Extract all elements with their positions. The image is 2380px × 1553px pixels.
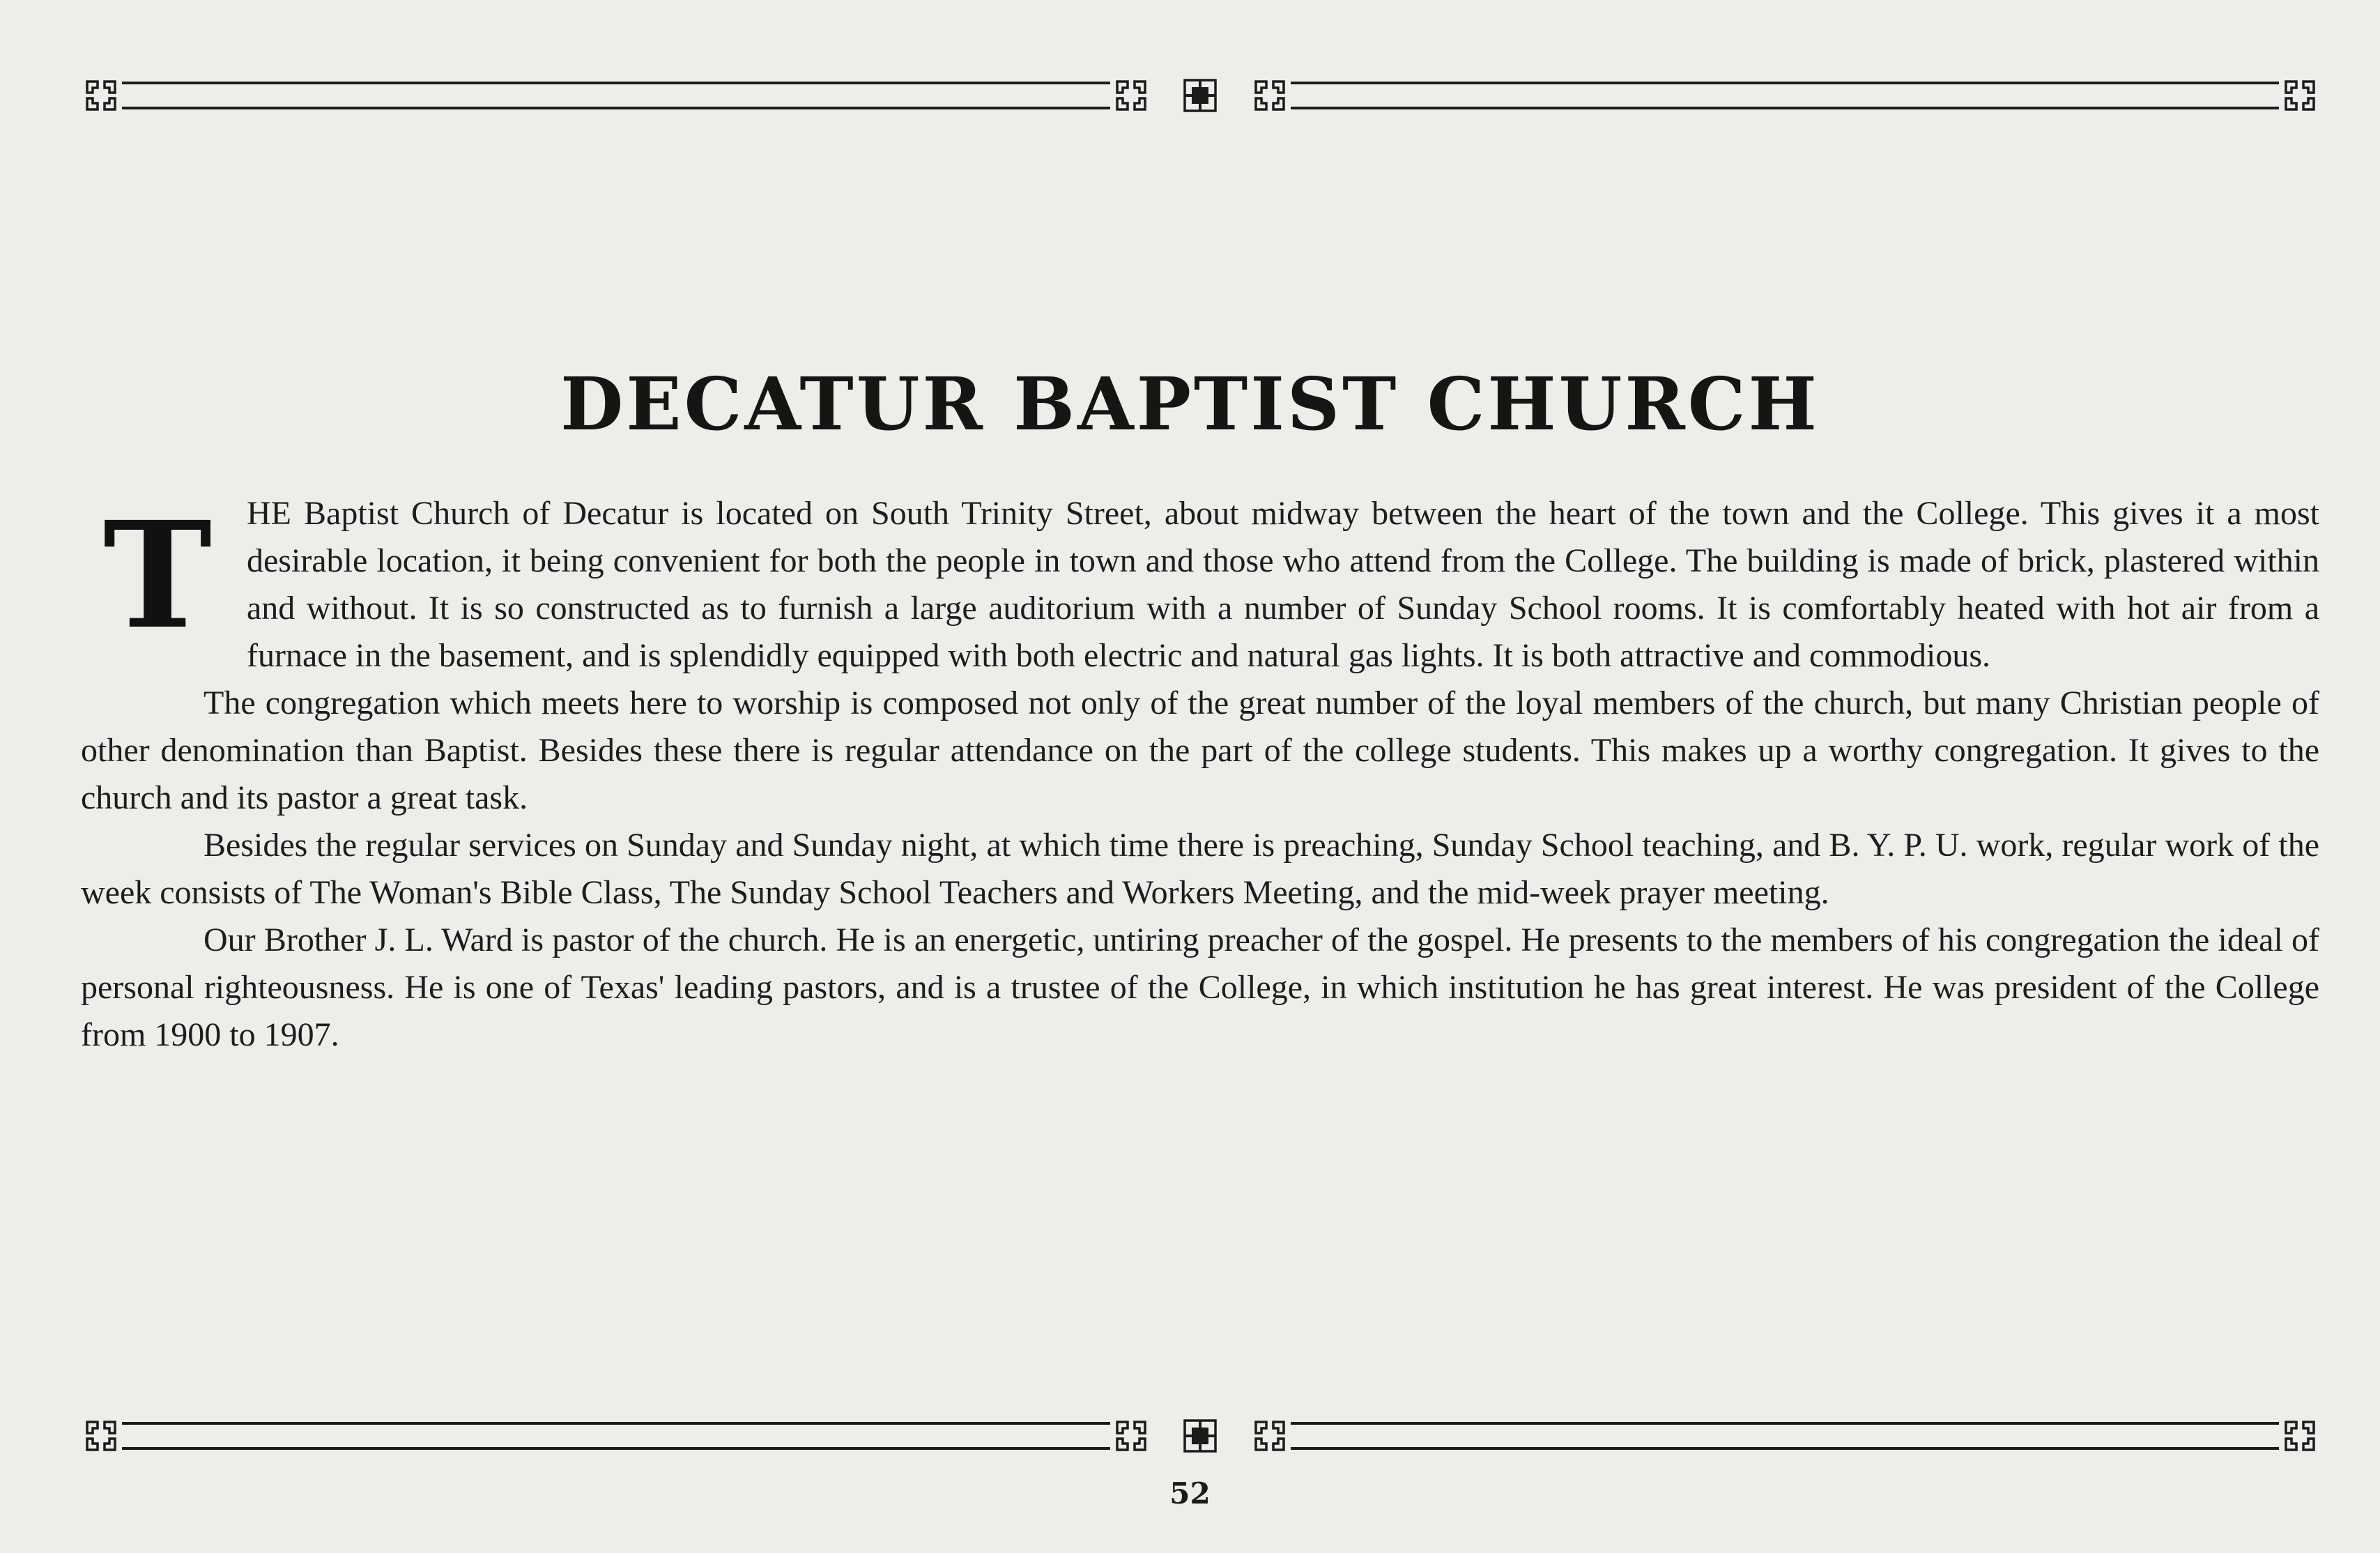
bottom-ornamental-border xyxy=(80,1415,2321,1457)
fret-knot-icon xyxy=(2286,1422,2314,1450)
fret-knot-icon xyxy=(2286,82,2314,109)
fret-knot-icon xyxy=(1117,1422,1145,1450)
article-body xyxy=(81,490,2319,1059)
page-number: 52 xyxy=(1169,1476,1211,1510)
paragraph-1-text: HE Baptist Church of Decatur is located on South Trinity Street, about midway between the heart of the town and the College. This gives it a most desirable location, it being convenient for both the people in town and those who attend from the College. The building is made of brick, plastered within and without. It is so constructed as to furnish a large auditorium with a number of Sunday School rooms. It is comfortably heated with hot air from a furnace in the basement, and is splendidly equipped with both electric and natural gas lights. It is both attractive and commodious. xyxy=(247,495,2319,674)
drop-cap xyxy=(81,489,234,661)
drop-cap-letter: T xyxy=(102,489,213,661)
paragraph-1 xyxy=(81,490,2319,680)
top-ornamental-border xyxy=(80,75,2321,116)
fret-knot-icon xyxy=(87,1422,115,1450)
paragraph-2: The congregation which meets here to worship is composed not only of the great number of the loyal members of the church, but many Christian people of other denomination than Baptist. Besides these there is regular attendance on the part of the college students. This makes up a worthy congregation. It gives to the church and its pastor a great task. xyxy=(81,684,2319,816)
fret-knot-icon xyxy=(1256,1422,1284,1450)
page-title: DECATUR BAPTIST CHURCH xyxy=(560,361,1820,447)
fret-knot-icon xyxy=(1256,82,1284,109)
fret-knot-icon xyxy=(87,82,115,109)
fret-knot-icon xyxy=(1117,82,1145,109)
paragraph-3: Besides the regular services on Sunday and Sunday night, at which time there is preaching, Sunday School teaching, and B. Y. P. U. work, regular work of the week consists of The Woman's Bible Class, The Sunday School Teachers and Workers Meeting, and the mid-week prayer meeting. xyxy=(81,827,2319,911)
paragraph-4: Our Brother J. L. Ward is pastor of the church. He is an energetic, untiring preacher of the gospel. He presents to the members of his congregation the ideal of personal righteousness. He is one of Texas' leading pastors, and is a trustee of the College, in which institution he has great interest. He was president of the College from 1900 to 1907. xyxy=(81,921,2319,1053)
ornamental-rule-graphic xyxy=(80,75,2321,116)
rosette-icon xyxy=(1185,1421,1215,1451)
ornamental-rule-graphic xyxy=(80,1415,2321,1457)
rosette-icon xyxy=(1185,80,1215,111)
